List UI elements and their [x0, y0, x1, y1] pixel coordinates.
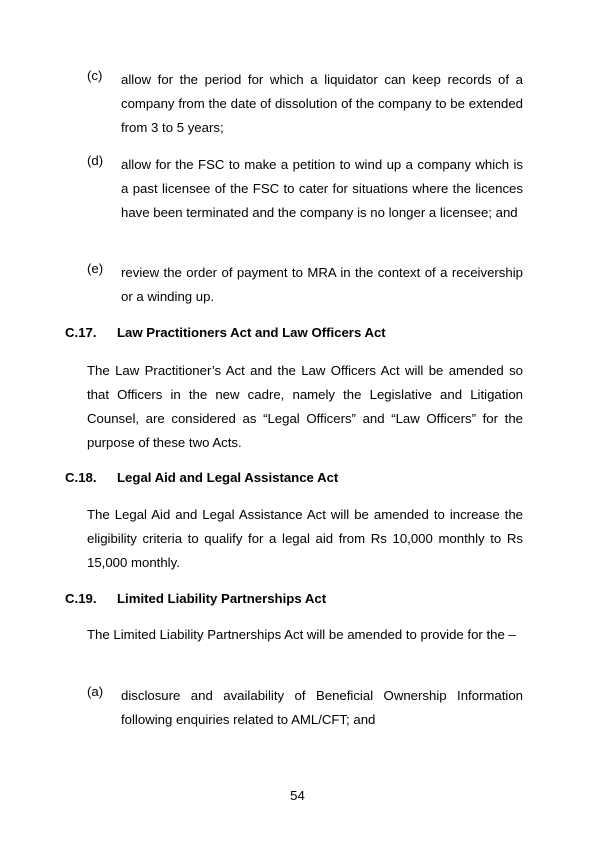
- list-item: [87, 68, 523, 140]
- list-item-text: allow for the period for which a liquidator can keep records of a company from the date of dissolution of the company to be extended from 3 to 5 years;: [121, 72, 523, 135]
- page-number: 54: [290, 788, 305, 803]
- list-item-label: (d): [87, 153, 104, 168]
- list-item-text: review the order of payment to MRA in the context of a receivership or a winding up.: [121, 265, 523, 304]
- list-item-text: disclosure and availability of Beneficial Ownership Information following enquiries related to AML/CFT; and: [121, 688, 523, 727]
- section-heading: [65, 470, 338, 485]
- list-item: [87, 684, 523, 732]
- list-item-label: (e): [87, 261, 104, 276]
- section-title: Legal Aid and Legal Assistance Act: [117, 470, 339, 485]
- section-number: C.18.: [65, 470, 97, 485]
- section-body: The Law Practitioner’s Act and the Law Officers Act will be amended so that Officers in the new cadre, namely the Legislative and Litigation Counsel, are considered as “Legal Officers” and “Law Officers” for the purpose of these two Acts.: [87, 363, 523, 450]
- section-number: C.17.: [65, 325, 97, 340]
- list-item: [87, 261, 523, 309]
- section-title: Limited Liability Partnerships Act: [117, 591, 327, 606]
- list-item-label: (a): [87, 684, 104, 699]
- list-item-text: allow for the FSC to make a petition to wind up a company which is a past licensee of the FSC to cater for situations where the licences have been terminated and the company is no longer a licensee; and: [121, 157, 523, 220]
- section-body: The Legal Aid and Legal Assistance Act will be amended to increase the eligibility criteria to qualify for a legal aid from Rs 10,000 monthly to Rs 15,000 monthly.: [87, 507, 523, 570]
- section-heading: [65, 325, 386, 340]
- section-body: The Limited Liability Partnerships Act will be amended to provide for the –: [87, 627, 516, 642]
- list-item-label: (c): [87, 68, 103, 83]
- section-heading: [65, 591, 326, 606]
- section-number: C.19.: [65, 591, 97, 606]
- section-title: Law Practitioners Act and Law Officers Act: [117, 325, 386, 340]
- list-item: [87, 153, 523, 225]
